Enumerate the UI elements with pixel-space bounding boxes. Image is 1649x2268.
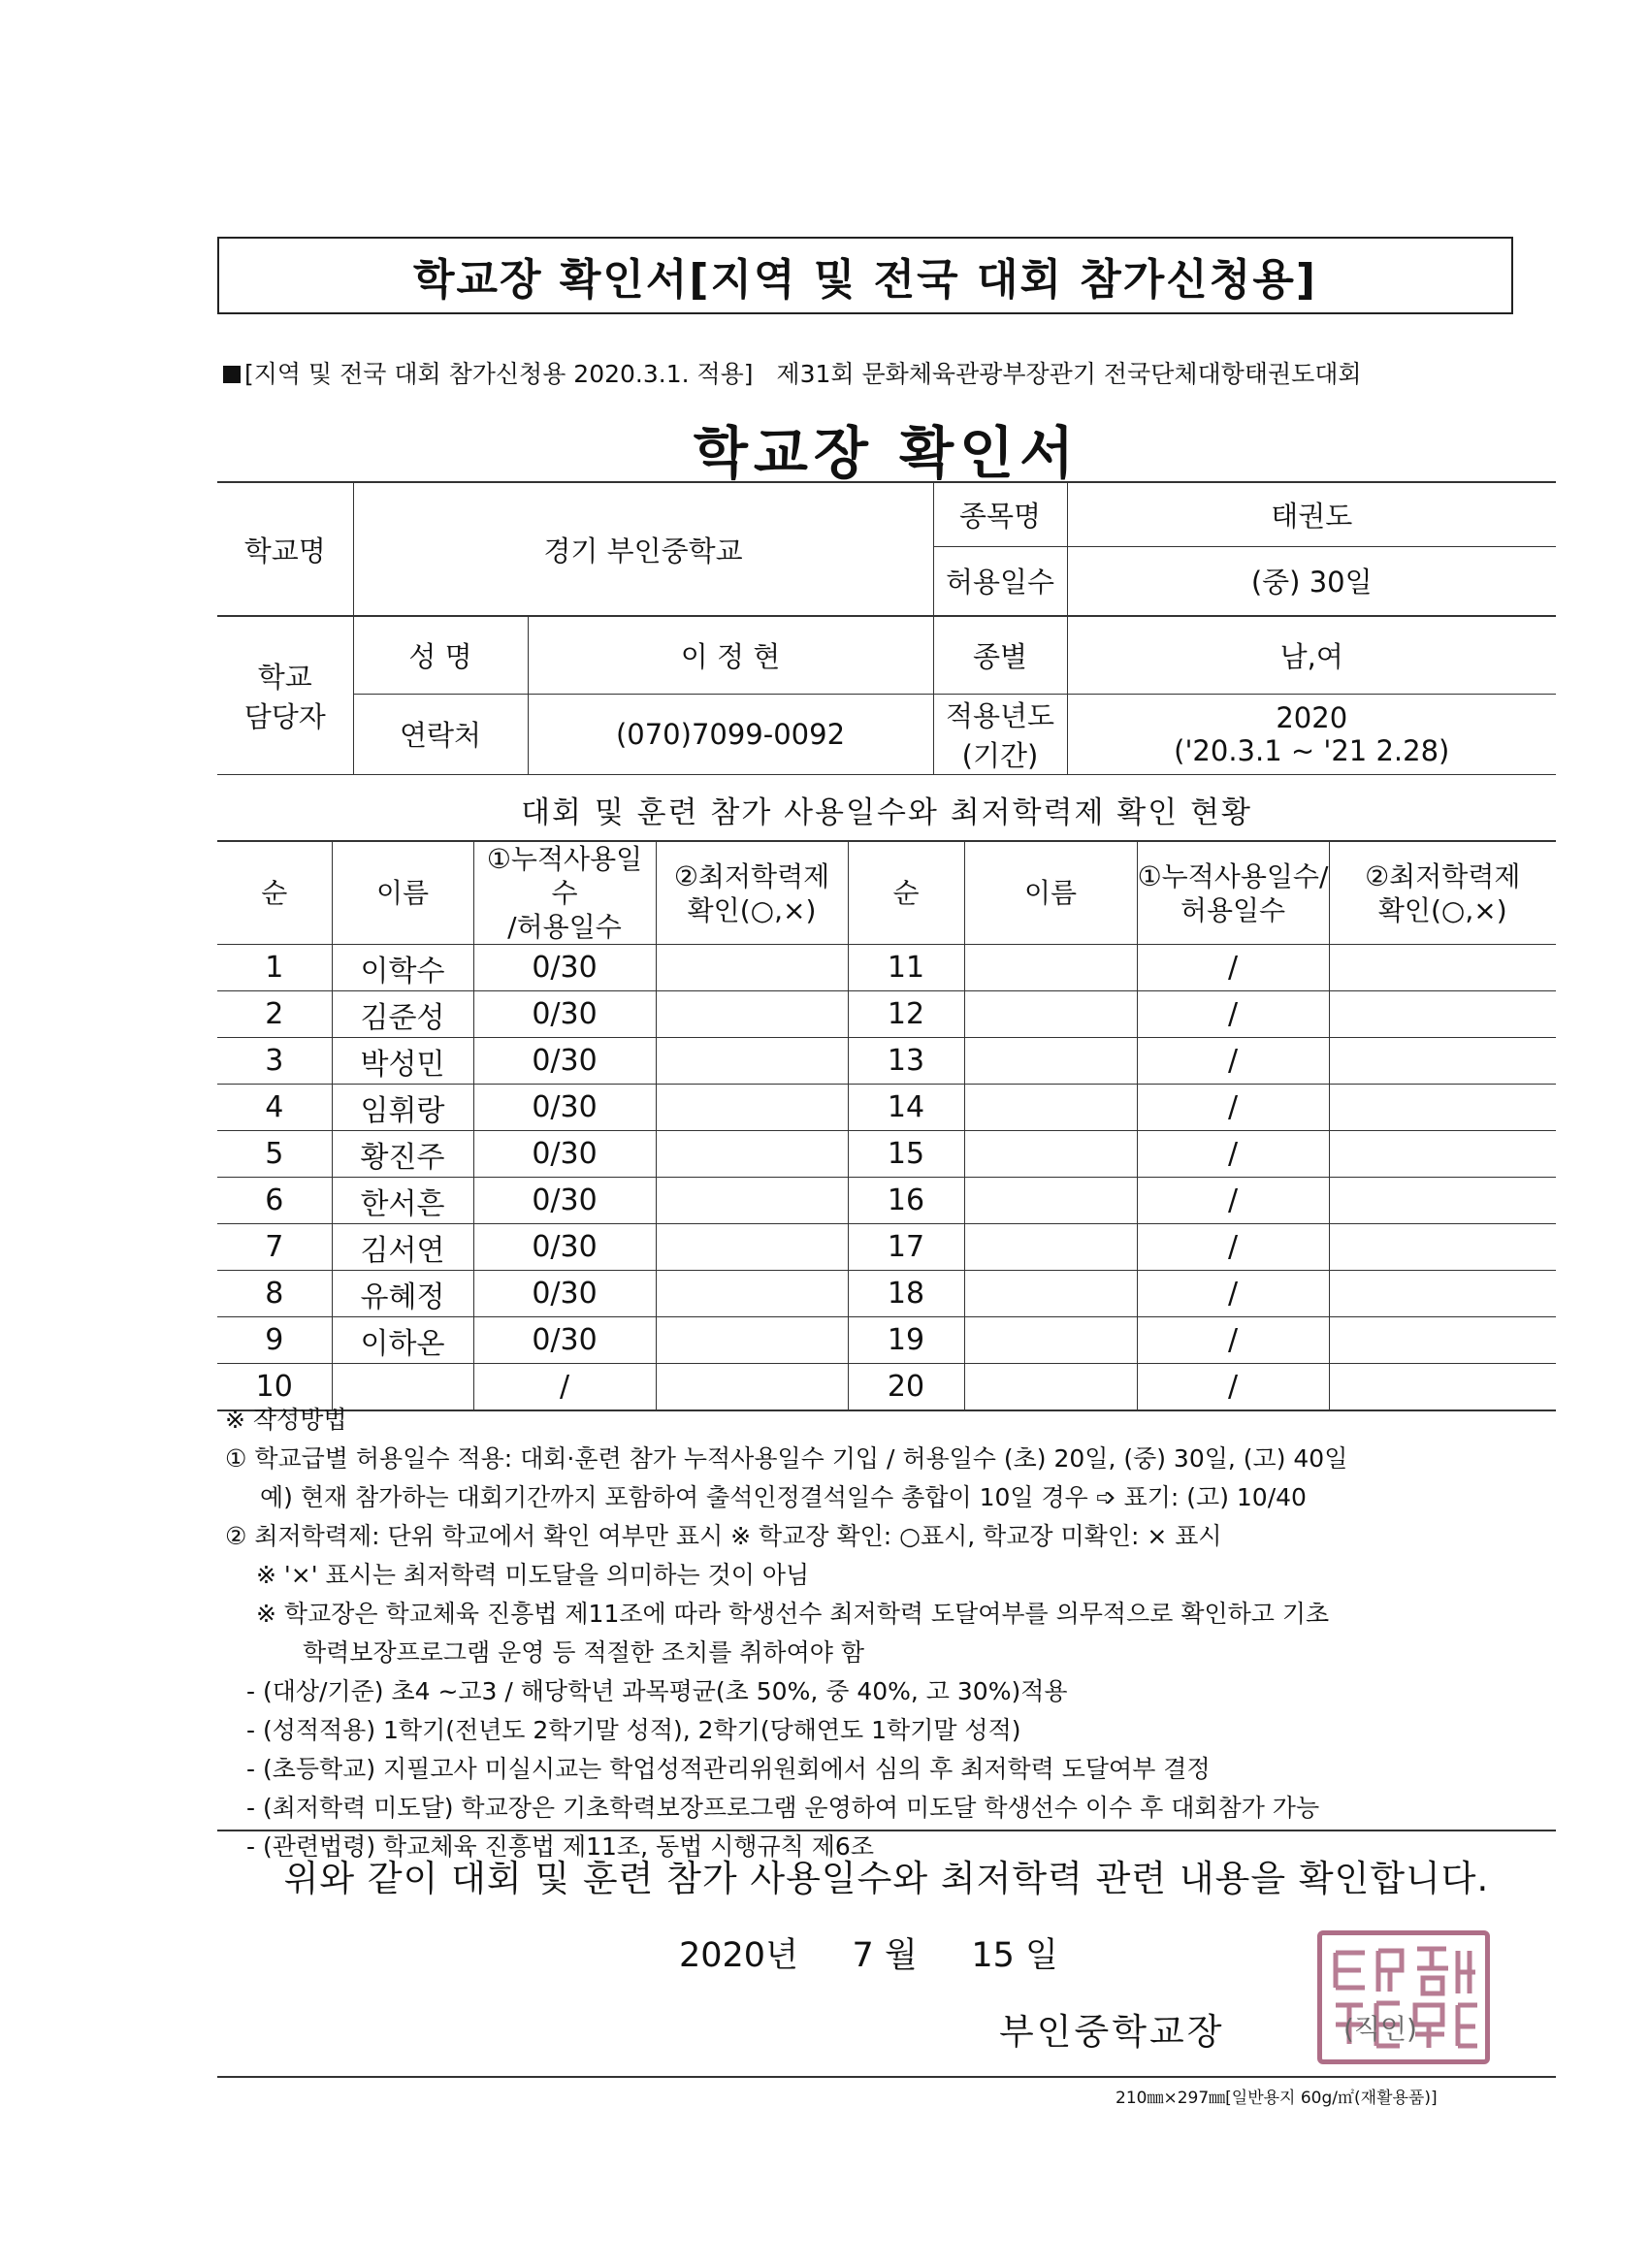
date-year: 2020년 [679, 1936, 798, 1975]
year-label: 적용년도 (기간) [933, 694, 1067, 774]
name-value: 이 정 현 [528, 616, 933, 694]
table-row [217, 1317, 1556, 1364]
event-label: 종목명 [933, 482, 1067, 546]
used-days: / [1137, 1317, 1329, 1364]
academic-check [1329, 1178, 1556, 1224]
allowed-days-value: (중) 30일 [1067, 546, 1556, 616]
allowed-days-label: 허용일수 [933, 546, 1067, 616]
row-number: 10 [217, 1364, 332, 1411]
date-day: 15 일 [971, 1936, 1058, 1975]
student-name: 김서연 [332, 1224, 473, 1271]
date-month: 7 월 [852, 1936, 918, 1975]
square-bullet-icon [223, 366, 241, 383]
academic-check [1329, 1317, 1556, 1364]
header-check: ②최저학력제 확인(○,×) [1329, 841, 1556, 945]
academic-check [656, 1178, 848, 1224]
table-row [217, 1178, 1556, 1224]
notes-heading: ※ 작성방법 [225, 1406, 347, 1434]
row-number: 20 [848, 1364, 964, 1411]
main-title: 학교장 확인서 [693, 420, 1081, 486]
table-row [217, 1224, 1556, 1271]
school-label: 학교명 [217, 482, 353, 616]
year-value: 2020 ('20.3.1 ~ '21 2.28) [1067, 694, 1556, 774]
contact-label: 연락처 [353, 694, 528, 774]
row-number: 13 [848, 1038, 964, 1085]
academic-check [656, 945, 848, 991]
detail-4: - (최저학력 미도달) 학교장은 기초학력보장프로그램 운영하여 미도달 학생선수 이수 후 대회참가 가능 [246, 1794, 1320, 1822]
note-2-b: ※ 학교장은 학교체육 진흥법 제11조에 따라 학생선수 최저학력 도달여부를 의무적으로 확인하고 기초 [256, 1600, 1330, 1628]
used-days: 0/30 [473, 1085, 656, 1131]
competition-name: 제31회 문화체육관광부장관기 전국단체대항태권도대회 [776, 360, 1362, 388]
instructions [225, 1401, 1554, 1866]
manager-label: 학교 담당자 [217, 616, 353, 774]
principal-title: 부인중학교장 [999, 2011, 1225, 2053]
contact-value: (070)7099-0092 [528, 694, 933, 774]
row-number: 14 [848, 1085, 964, 1131]
row-number: 1 [217, 945, 332, 991]
used-days: / [1137, 1364, 1329, 1411]
academic-check [656, 1085, 848, 1131]
used-days: 0/30 [473, 945, 656, 991]
roster-table [217, 840, 1556, 1411]
note-2-a: ※ '×' 표시는 최저학력 미도달을 의미하는 것이 아님 [256, 1561, 810, 1589]
used-days: 0/30 [473, 1224, 656, 1271]
header-name: 이름 [332, 841, 473, 945]
used-days: 0/30 [473, 1038, 656, 1085]
used-days: 0/30 [473, 1271, 656, 1317]
academic-check [656, 1271, 848, 1317]
detail-1: - (대상/기준) 초4 ~고3 / 해당학년 과목평균(초 50%, 중 40%, 고 30%)적용 [246, 1677, 1068, 1705]
academic-check [656, 1131, 848, 1178]
confirmation-statement: 위와 같이 대회 및 훈련 참가 사용일수와 최저학력 관련 내용을 확인합니다. [283, 1858, 1490, 1899]
paper-spec: 210㎜×297㎜[일반용지 60g/㎡(재활용품)] [1116, 2089, 1438, 2108]
row-number: 5 [217, 1131, 332, 1178]
student-name: 유혜정 [332, 1271, 473, 1317]
used-days: 0/30 [473, 991, 656, 1038]
student-name [964, 1317, 1137, 1364]
used-days: / [1137, 1224, 1329, 1271]
row-number: 18 [848, 1271, 964, 1317]
table-row [217, 1038, 1556, 1085]
row-number: 3 [217, 1038, 332, 1085]
form-title: 학교장 확인서[지역 및 전국 대회 참가신청용] [413, 255, 1317, 305]
used-days: / [1137, 1178, 1329, 1224]
student-name [964, 1131, 1137, 1178]
row-number: 2 [217, 991, 332, 1038]
student-name [964, 1271, 1137, 1317]
section-title: 대회 및 훈련 참가 사용일수와 최저학력제 확인 현황 [521, 795, 1252, 830]
row-number: 4 [217, 1085, 332, 1131]
note-1: ① 학교급별 허용일수 적용: 대회·훈련 참가 누적사용일수 기입 / 허용일수 (초) 20일, (중) 30일, (고) 40일 [225, 1444, 1348, 1473]
used-days: 0/30 [473, 1317, 656, 1364]
table-row [217, 1131, 1556, 1178]
academic-check [1329, 1271, 1556, 1317]
academic-check [1329, 945, 1556, 991]
detail-2: - (성적적용) 1학기(전년도 2학기말 성적), 2학기(당해연도 1학기말 성적) [246, 1716, 1021, 1744]
used-days: / [1137, 1038, 1329, 1085]
used-days: / [473, 1364, 656, 1411]
detail-5: - (관련법령) 학교체육 진흥법 제11조, 동법 시행규칙 제6조 [246, 1832, 874, 1861]
used-days: / [1137, 991, 1329, 1038]
form-subtitle: [지역 및 전국 대회 참가신청용 2020.3.1. 적용] 제31회 문화체육관광부장관기 전국단체대항태권도대회 [223, 355, 1533, 390]
detail-3: - (초등학교) 지필고사 미실시교는 학업성적관리위원회에서 심의 후 최저학력 도달여부 결정 [246, 1755, 1211, 1783]
school-info-table [217, 481, 1556, 775]
form-title-box [217, 237, 1513, 314]
used-days: / [1137, 1085, 1329, 1131]
student-name [964, 1178, 1137, 1224]
header-no: 순 [848, 841, 964, 945]
student-name: 임휘랑 [332, 1085, 473, 1131]
row-number: 19 [848, 1317, 964, 1364]
used-days: / [1137, 1271, 1329, 1317]
gender-value: 남,여 [1067, 616, 1556, 694]
school-value: 경기 부인중학교 [353, 482, 933, 616]
student-name: 이하온 [332, 1317, 473, 1364]
table-row [217, 991, 1556, 1038]
row-number: 8 [217, 1271, 332, 1317]
gender-label: 종별 [933, 616, 1067, 694]
academic-check [1329, 1224, 1556, 1271]
row-number: 12 [848, 991, 964, 1038]
student-name: 김준성 [332, 991, 473, 1038]
row-number: 7 [217, 1224, 332, 1271]
row-number: 6 [217, 1178, 332, 1224]
academic-check [1329, 991, 1556, 1038]
note-2-b-cont: 학력보장프로그램 운영 등 적절한 조치를 취하여야 함 [303, 1638, 864, 1667]
row-number: 17 [848, 1224, 964, 1271]
event-value: 태권도 [1067, 482, 1556, 546]
table-row [217, 1085, 1556, 1131]
header-no: 순 [217, 841, 332, 945]
academic-check [1329, 1131, 1556, 1178]
student-name: 박성민 [332, 1038, 473, 1085]
header-check: ②최저학력제 확인(○,×) [656, 841, 848, 945]
used-days: 0/30 [473, 1178, 656, 1224]
used-days: / [1137, 1131, 1329, 1178]
student-name: 황진주 [332, 1131, 473, 1178]
student-name: 이학수 [332, 945, 473, 991]
academic-check [1329, 1085, 1556, 1131]
academic-check [656, 991, 848, 1038]
bottom-divider [217, 2076, 1556, 2078]
used-days: / [1137, 945, 1329, 991]
note-2: ② 최저학력제: 단위 학교에서 확인 여부만 표시 ※ 학교장 확인: ○표시, 학교장 미확인: × 표시 [225, 1522, 1222, 1550]
seal-label: (직인) [1343, 2013, 1417, 2045]
student-name [964, 1085, 1137, 1131]
header-name: 이름 [964, 841, 1137, 945]
student-name [964, 945, 1137, 991]
academic-check [656, 1038, 848, 1085]
issue-date [679, 1928, 1058, 1977]
table-row [217, 945, 1556, 991]
academic-check [656, 1224, 848, 1271]
academic-check [656, 1317, 848, 1364]
student-name [964, 1224, 1137, 1271]
used-days: 0/30 [473, 1131, 656, 1178]
student-name: 한서흔 [332, 1178, 473, 1224]
row-number: 15 [848, 1131, 964, 1178]
row-number: 9 [217, 1317, 332, 1364]
row-number: 16 [848, 1178, 964, 1224]
note-1-example: 예) 현재 참가하는 대회기간까지 포함하여 출석인정결석일수 총합이 10일 경우 ➩ 표기: (고) 10/40 [260, 1483, 1307, 1511]
name-label: 성 명 [353, 616, 528, 694]
header-days: ①누적사용일수/ 허용일수 [1137, 841, 1329, 945]
student-name [964, 991, 1137, 1038]
academic-check [1329, 1038, 1556, 1085]
student-name [964, 1038, 1137, 1085]
roster-header-row [217, 841, 1556, 945]
divider [217, 1830, 1556, 1831]
row-number: 11 [848, 945, 964, 991]
header-days: ①누적사용일수 /허용일수 [473, 841, 656, 945]
table-row [217, 1271, 1556, 1317]
